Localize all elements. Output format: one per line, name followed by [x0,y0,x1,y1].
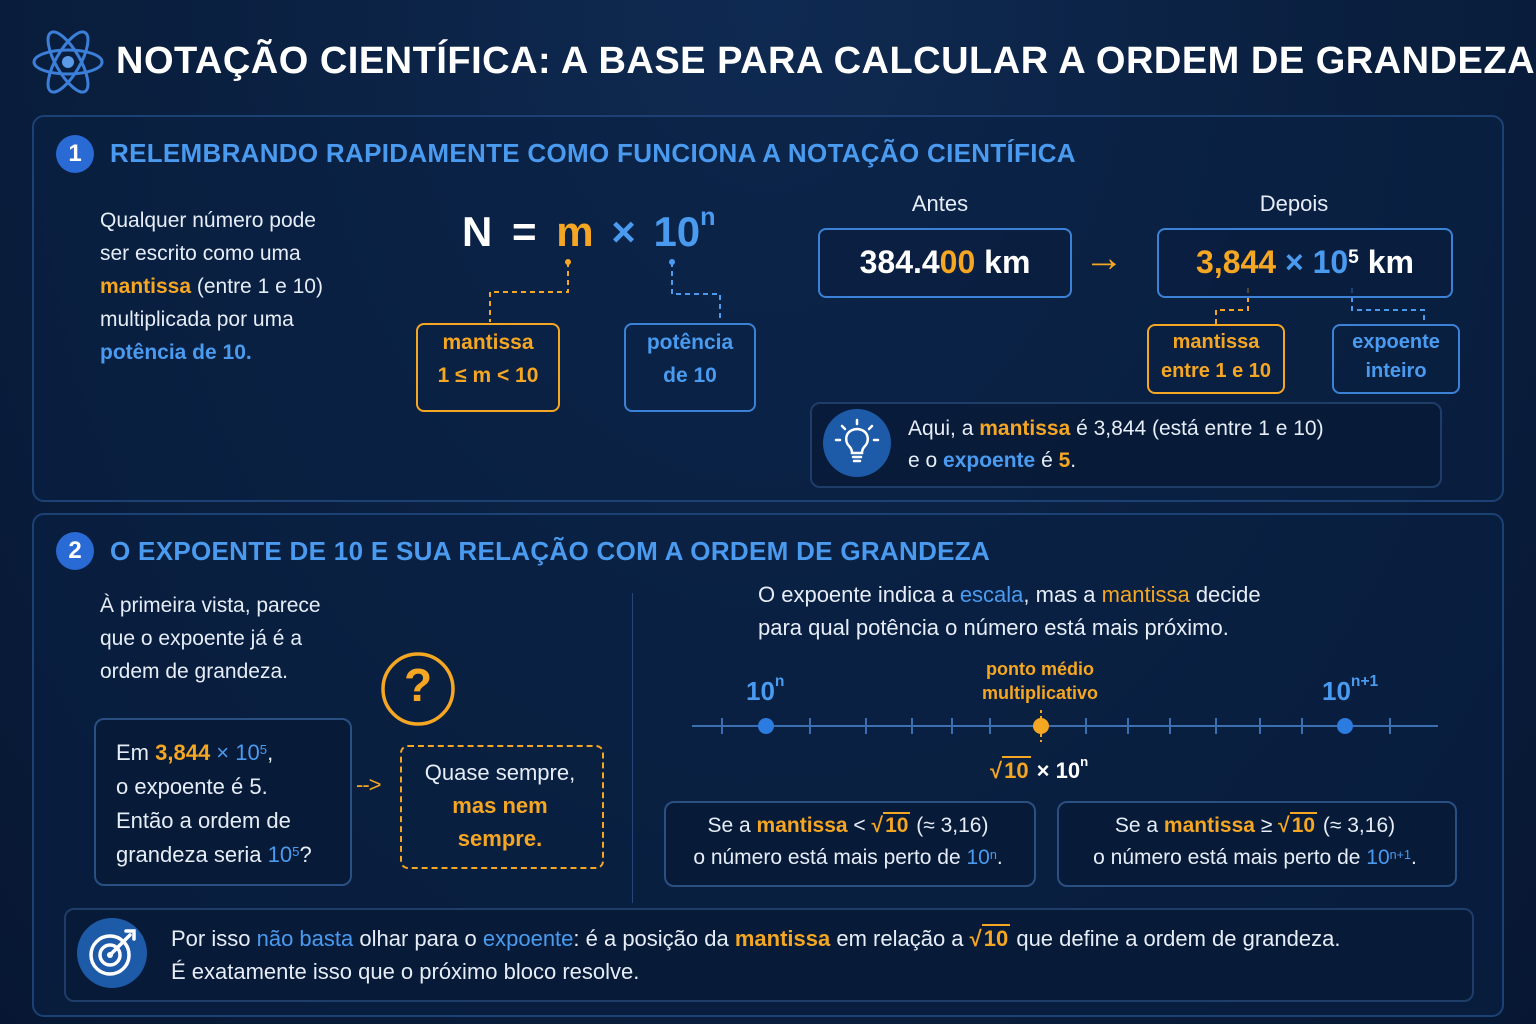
example-base: 10 [267,842,293,867]
midpoint-line: multiplicativo [981,683,1098,703]
box-line: mantissa [442,331,534,354]
footer-mantissa: mantissa [734,926,831,951]
midpoint-value: $√10 \times 10^n$ [990,754,1089,783]
intro-line: Qualquer número pode [100,209,316,232]
example-text-part: grandeza seria [116,842,268,867]
condition-mantissa: mantissa [756,814,848,837]
scale-highlight: escala [959,582,1024,607]
condition-line: Se a mantissa < √10 (≈ 3,16) [707,814,989,837]
tip-text-part: Aqui, a [908,417,980,440]
midpoint-exp: n [1080,754,1089,770]
example-text-part: , [267,740,274,765]
box-line: 1 ≤ m < 10 [437,364,539,387]
section-1-number: 1 [56,135,94,173]
example-exp: 5 [292,844,300,860]
section-2-title: O EXPOENTE DE 10 E SUA RELAÇÃO COM A ORDEM DE GRANDEZA [110,536,991,566]
example-line [116,736,312,770]
condition-part: ≥ [1254,814,1279,837]
footer-line: Por isso não basta olhar para o expoente: é a posição da mantissa em relação a √10 que define a ordem de grandeza. [171,926,1341,951]
tip-text [908,413,1324,477]
after-mantissa-box [1147,324,1285,394]
before-value-box [818,228,1072,298]
tick-label-exp: n [774,672,785,690]
after-base: 10 [1312,244,1349,280]
scale-line: para qual potência o número está mais próximo. [758,615,1229,640]
answer-line: Quase sempre, [424,760,576,785]
section-2-number: 2 [56,532,94,570]
condition-part: . [996,846,1003,869]
mantissa-highlight: mantissa [1101,582,1190,607]
footer-part: olhar para o [353,926,483,951]
formula-m: m [556,208,594,255]
tip-exponent: expoente [943,449,1036,472]
condition-mantissa: mantissa [1163,814,1255,837]
number-line-left-label [746,672,785,707]
before-value-zeros: 00 [939,244,976,280]
scale-text-part: O expoente indica a [758,582,960,607]
sqrt-radicand: 10 [1004,758,1029,783]
box-line: entre 1 e 10 [1160,360,1272,382]
sqrt-radicand: 10 [885,814,909,837]
tick-label-base: 10 [1322,676,1351,706]
condition-exp: n+1 [1389,848,1412,863]
midpoint-label [960,657,1120,705]
footer-highlight: expoente [482,926,574,951]
condition-part: Se a [707,814,757,837]
condition-line [664,842,1032,874]
example-text-part: Em [116,740,156,765]
box-line: inteiro [1365,360,1427,382]
intro-line: multiplicada por uma [100,308,294,331]
tip-text-part: é [1035,449,1059,472]
question-mark: ? [403,659,433,711]
dashed-arrow-icon: --> [356,772,381,797]
power-definition-box [624,323,756,412]
formula-n: N [462,208,493,255]
footer-line: É exatamente isso que o próximo bloco resolve. [171,959,640,984]
before-value-main: 384.4 [859,244,940,280]
mantissa-definition-box [416,323,560,412]
footer-part: : é a posição da [573,926,735,951]
condition-part: Se a [1114,814,1164,837]
example-mantissa: 3,844 [155,740,211,765]
mantissa-highlight: mantissa [100,275,192,298]
example-exp: 5 [259,742,268,758]
number-line-right-label [1322,672,1379,707]
answer-line: sempre. [457,826,543,851]
condition-part: (≈ 3,16) [1317,814,1396,837]
sqrt-radicand: 10 [1291,814,1316,837]
condition-part: . [1411,846,1417,869]
tip-line [908,445,1324,477]
condition-line [1057,842,1453,874]
footer-text [171,922,1340,988]
after-value-box [1157,228,1453,298]
condition-base: 10 [966,846,990,869]
footer-part: em relação a [830,926,970,951]
tip-text-part: e o [908,449,944,472]
section-2-intro [100,589,400,688]
section-1-title: RELEMBRANDO RAPIDAMENTE COMO FUNCIONA A NOTAÇÃO CIENTÍFICA [110,138,1076,168]
before-unit: km [975,244,1031,280]
answer-text [400,756,600,855]
condition-line: Se a mantissa ≥ √10 (≈ 3,16) [1114,814,1396,837]
lightbulb-icon [822,408,892,478]
condition-left-text [664,810,1032,874]
example-line [116,838,312,872]
page-title: NOTAÇÃO CIENTÍFICA: A BASE PARA CALCULAR A ORDEM DE GRANDEZA [116,40,1536,82]
intro-line: que o expoente já é a [100,627,303,650]
condition-part: o número está mais perto de [693,846,967,869]
arrow-right-icon: → [1084,236,1124,280]
example-times: × 10 [210,740,260,765]
tip-text-part: é 3,844 (está entre 1 e 10) [1070,417,1324,440]
scale-text-part: , mas a [1023,582,1102,607]
before-label: Antes [911,191,969,216]
condition-base: 10 [1366,846,1390,869]
footer-part: Por isso [171,926,257,951]
example-line: o expoente é 5. [116,774,268,799]
footer-highlight: não basta [256,926,354,951]
tip-mantissa: mantissa [979,417,1071,440]
formula-times: × [611,208,636,255]
midpoint-line: ponto médio [986,659,1094,679]
after-times: × [1276,244,1313,280]
after-exp: 5 [1348,247,1359,269]
example-text [116,736,312,872]
condition-exp: n [989,848,997,863]
formula-exp: n [700,202,716,231]
condition-part: o número está mais perto de [1093,846,1367,869]
scale-text [758,578,1261,644]
example-line: Então a ordem de [116,808,291,833]
intro-line: ordem de grandeza. [100,660,288,683]
scale-line [758,578,1261,611]
example-text-part: ? [299,842,312,867]
condition-right-text [1057,810,1453,874]
target-icon [76,917,148,989]
box-line: mantissa [1172,331,1260,353]
intro-line: ser escrito como uma [100,242,301,265]
intro-line: À primeira vista, parece [100,594,321,617]
box-line: potência [646,331,734,354]
tip-text-part: . [1070,449,1077,472]
midpoint-times: × 10 [1030,758,1081,783]
sqrt-radicand: 10 [983,926,1009,951]
footer-part: que define a ordem de grandeza. [1010,926,1341,951]
formula-equals: = [512,208,537,255]
after-exponent-box [1332,324,1460,394]
power-highlight: potência de 10. [100,341,252,364]
section-2-divider [632,593,633,903]
tick-label-exp: n+1 [1350,672,1379,690]
box-line: de 10 [663,364,717,387]
tip-line [908,413,1324,445]
intro-text: (entre 1 e 10) [191,275,323,298]
after-unit: km [1358,244,1414,280]
condition-part: (≈ 3,16) [910,814,989,837]
after-label: Depois [1259,191,1329,216]
scale-text-part: decide [1189,582,1261,607]
after-mantissa: 3,844 [1196,244,1277,280]
box-line: expoente [1352,331,1440,353]
answer-line: mas nem [452,793,548,818]
tick-label-base: 10 [746,676,775,706]
number-line [690,706,1440,746]
condition-part: < [847,814,872,837]
tip-exponent-value: 5 [1058,449,1071,472]
formula-base: 10 [653,208,701,255]
